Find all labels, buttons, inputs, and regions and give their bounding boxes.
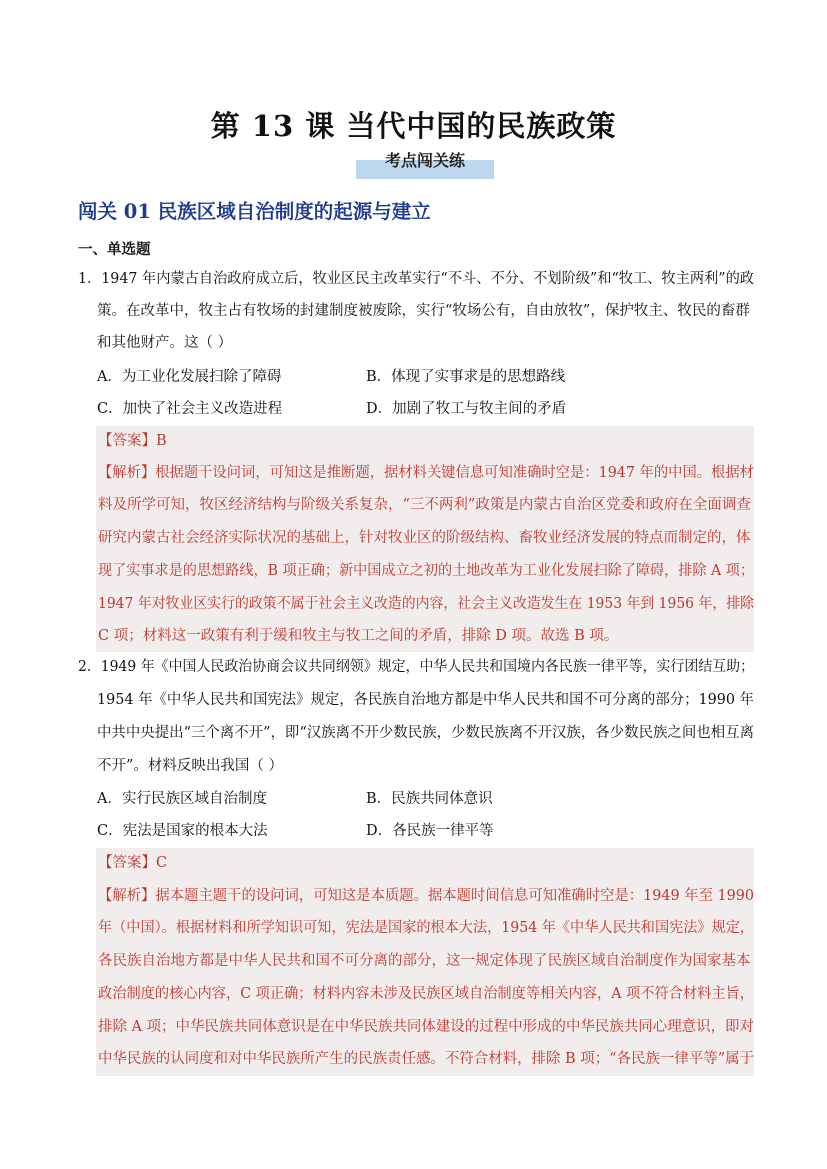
q1-stem-line: 1．1947 年内蒙古自治政府成立后，牧业区民主改革实行“不斗、不分、不划阶级”和“牧工、牧主两利”的政 <box>78 271 755 287</box>
practice-badge <box>356 147 494 179</box>
q1-option-c: C．加快了社会主义改造进程 <box>97 401 283 417</box>
q2-analysis-line: 【解析】据本题主题干的设问词，可知这是本质题。据本题时间信息可知准确时空是：1949 年至 1990 <box>98 888 755 904</box>
q2-option-c: C．宪法是国家的根本大法 <box>97 823 268 839</box>
q2-answer: 【答案】C <box>98 855 168 871</box>
q2-option-a: A．实行民族区域自治制度 <box>97 791 267 807</box>
question-type-heading: 一、单选题 <box>78 241 151 258</box>
q1-stem-line: 策。在改革中，牧主占有牧场的封建制度被废除，实行“牧场公有，自由放牧”，保护牧主、牧民的畜群 <box>97 303 750 319</box>
q2-stem-line: 中共中央提出“三个离不开”，即“汉族离不开少数民族，少数民族离不开汉族，各少数民族之间也相互离 <box>97 725 755 741</box>
page-title: 第 13 课 当代中国的民族政策 <box>210 109 617 143</box>
q1-analysis-line: 研究内蒙古社会经济实际状况的基础上，针对牧业区的阶级结构、畜牧业经济发展的特点而制定的，体 <box>98 530 751 546</box>
q2-analysis-line: 各民族自治地方都是中华人民共和国不可分离的部分，这一规定体现了民族区域自治制度作为国家基本 <box>98 953 751 969</box>
q2-stem-line: 1954 年《中华人民共和国宪法》规定，各民族自治地方都是中华人民共和国不可分离的部分；1990 年 <box>97 692 754 708</box>
q2-analysis-line: 中华民族的认同度和对中华民族所产生的民族责任感。不符合材料，排除 B 项；“各民族一律平等”属于 <box>98 1051 755 1067</box>
q1-option-a: A．为工业化发展扫除了障碍 <box>97 369 282 385</box>
q1-analysis-line: 料及所学可知，牧区经济结构与阶级关系复杂，“三不两利”政策是内蒙古自治区党委和政府在全面调查 <box>98 497 751 513</box>
q2-stem-line: 2．1949 年《中国人民政治协商会议共同纲领》规定，中华人民共和国境内各民族一律平等，实行团结互助； <box>78 659 755 675</box>
q1-option-b: B．体现了实事求是的思想路线 <box>366 369 566 385</box>
q1-analysis-line: 【解析】根据题干设问词，可知这是推断题，据材料关键信息可知准确时空是：1947 年的中国。根据材 <box>98 465 754 481</box>
q1-stem-line: 和其他财产。这（ ） <box>97 335 233 351</box>
q1-analysis-line: 现了实事求是的思想路线，B 项正确；新中国成立之初的土地改革为工业化发展扫除了障碍，排除 A 项； <box>98 563 754 579</box>
q2-analysis-line: 政治制度的核心内容，C 项正确；材料内容未涉及民族区域自治制度等相关内容，A 项不符合材料主旨， <box>98 986 755 1002</box>
q1-analysis-line: 1947 年对牧业区实行的政策不属于社会主义改造的内容，社会主义改造发生在 1953 年到 1956 年，排除 <box>98 596 754 612</box>
q2-stem-line: 不开”。材料反映出我国（ ） <box>97 758 284 774</box>
q1-option-d: D．加剧了牧工与牧主间的矛盾 <box>366 401 567 417</box>
q2-analysis-line: 年（中国）。根据材料和所学知识可知，宪法是国家的根本大法，1954 年《中华人民共和国宪法》规定， <box>98 920 754 936</box>
section-title: 闯关 01 民族区域自治制度的起源与建立 <box>78 200 431 223</box>
q2-answer-box <box>96 848 754 1076</box>
q2-option-d: D．各民族一律平等 <box>366 823 494 839</box>
q2-analysis-line: 排除 A 项；中华民族共同体意识是在中华民族共同体建设的过程中形成的中华民族共同心理意识，即对 <box>98 1019 754 1035</box>
q1-answer-box <box>96 426 754 652</box>
badge-label: 考点闯关练 <box>384 151 465 170</box>
q1-analysis-line: C 项；材料这一政策有利于缓和牧主与牧工之间的矛盾，排除 D 项。故选 B 项。 <box>98 628 619 644</box>
q1-answer: 【答案】B <box>98 433 167 449</box>
q2-option-b: B．民族共同体意识 <box>366 791 493 807</box>
